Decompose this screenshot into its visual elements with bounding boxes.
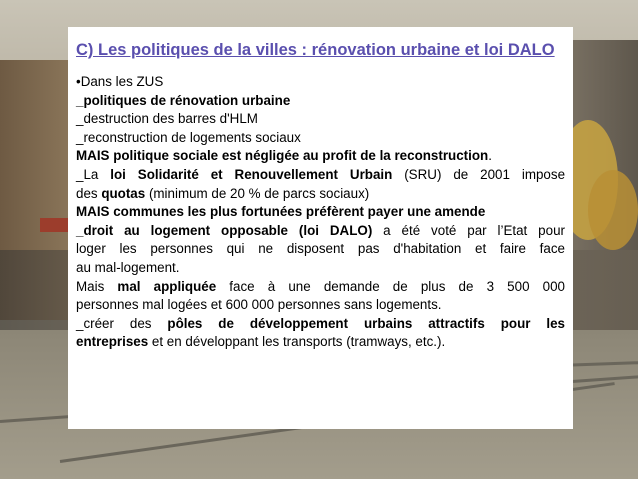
bold-text: mal appliquée bbox=[117, 278, 217, 294]
body-line bbox=[76, 129, 565, 148]
bold-text: loi Solidarité et Renouvellement Urbain bbox=[110, 166, 393, 182]
body-text: au mal-logement. bbox=[76, 259, 180, 275]
body-line bbox=[76, 315, 565, 334]
body-text: personnes mal logées et 600 000 personnes sans logements. bbox=[76, 297, 442, 313]
body-text: loger les personnes qui ne disposent pas d'habitation et faire face bbox=[76, 241, 565, 257]
body-text: _créer des bbox=[76, 315, 168, 331]
bold-text: _politiques de rénovation urbaine bbox=[76, 92, 291, 108]
body-line bbox=[76, 185, 565, 204]
body-text: _destruction des barres d'HLM bbox=[76, 111, 258, 127]
bold-text: _droit au logement opposable (loi DALO) bbox=[76, 222, 373, 238]
body-text: (minimum de 20 % de parcs sociaux) bbox=[145, 185, 370, 201]
body-text: . bbox=[488, 148, 492, 164]
body-line bbox=[76, 73, 565, 92]
bold-text: MAIS communes les plus fortunées préfèrent payer une amende bbox=[76, 204, 486, 220]
body-line bbox=[76, 110, 565, 129]
body-line bbox=[76, 203, 565, 222]
bold-text: pôles de développement urbains attractifs pour les bbox=[167, 315, 565, 331]
body-line bbox=[76, 333, 565, 352]
bold-text: entreprises bbox=[76, 334, 149, 350]
body-line bbox=[76, 278, 565, 297]
body-text: Mais bbox=[76, 278, 118, 294]
body-text: •Dans les ZUS bbox=[76, 74, 164, 89]
body-line bbox=[76, 92, 565, 111]
bold-text: quotas bbox=[101, 185, 146, 201]
body-text: face à une demande de plus de 3 500 000 bbox=[216, 278, 565, 294]
body-text: a été voté par l’Etat pour bbox=[372, 222, 565, 238]
photo-tree-lower bbox=[588, 170, 638, 250]
body-text: et en développant les transports (tramways, etc.). bbox=[148, 334, 446, 350]
body-line bbox=[76, 147, 565, 166]
body-text: _reconstruction de logements sociaux bbox=[76, 129, 301, 145]
body-text: des bbox=[76, 185, 102, 201]
body-text: (SRU) de 2001 impose bbox=[392, 166, 566, 182]
bold-text: MAIS politique sociale est négligée au profit de la reconstruction bbox=[76, 148, 489, 164]
body-line bbox=[76, 296, 565, 315]
body-line bbox=[76, 259, 565, 278]
slide-title: C) Les politiques de la villes : rénovation urbaine et loi DALO bbox=[76, 41, 555, 59]
body-line bbox=[76, 240, 565, 259]
body-text: _La bbox=[76, 166, 111, 182]
text-panel bbox=[68, 27, 573, 429]
slide-body bbox=[76, 73, 565, 352]
body-line bbox=[76, 166, 565, 185]
body-line bbox=[76, 222, 565, 241]
